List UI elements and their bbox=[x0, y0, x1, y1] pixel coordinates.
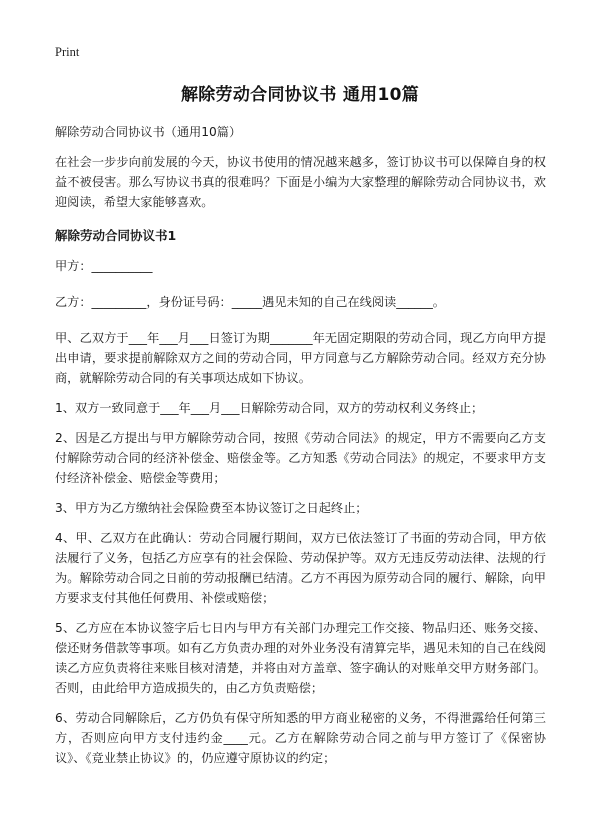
clause-1: 1、双方一致同意于___年___月___日解除劳动合同，双方的劳动权利义务终止； bbox=[55, 401, 484, 415]
intro-paragraph: 在社会一步步向前发展的今天，协议书使用的情况越来越多，签订协议书可以保障自身的权益不被侵害。那么写协议书真的很难吗？下面是小编为大家整理的解除劳动合同协议书，欢迎阅读，希望大家能够喜欢。 bbox=[55, 155, 546, 209]
clause-3: 3、甲方为乙方缴纳社会保险费至本协议签订之日起终止； bbox=[55, 501, 368, 515]
clause-4: 4、甲、乙双方在此确认：劳动合同履行期间，双方已依法签订了书面的劳动合同，甲方依法履行了义务，包括乙方应享有的社会保险、劳动保护等。双方无违反劳动法律、法规的行为。解除劳动合同之日前的劳动报酬已结清。乙方不再因为原劳动合同的履行、解除，向甲方要求支付其他任何费用、补偿或赔偿； bbox=[55, 531, 546, 605]
document-body bbox=[55, 122, 546, 778]
document-title: 解除劳动合同协议书 通用10篇 bbox=[180, 85, 420, 105]
agreement-paragraph: 甲、乙双方于___年___月___日签订为期_______年无固定期限的劳动合同，现乙方向甲方提出申请，要求提前解除双方之间的劳动合同，甲方同意与乙方解除劳动合同。经双方充分协商，就解除劳动合同的有关事项达成如下协议。 bbox=[55, 331, 546, 385]
party-b-line: 乙方：_________，身份证号码：_____遇见未知的自己在线阅读______。 bbox=[55, 295, 445, 309]
clause-5: 5、乙方应在本协议签字后七日内与甲方有关部门办理完工作交接、物品归还、账务交接、偿还财务借款等事项。如有乙方负责办理的对外业务没有清算完毕，遇见未知的自己在线阅读乙方应负责将往来账目核对清楚，并将由对方盖章、签字确认的对账单交甲方财务部门。否则，由此给甲方造成损失的，由乙方负责赔偿； bbox=[55, 621, 546, 695]
document-subtitle: 解除劳动合同协议书（通用10篇） bbox=[55, 125, 242, 139]
print-link[interactable]: Print bbox=[55, 45, 80, 59]
section-heading: 解除劳动合同协议书1 bbox=[55, 228, 177, 243]
clause-2: 2、因是乙方提出与甲方解除劳动合同，按照《劳动合同法》的规定，甲方不需要向乙方支付解除劳动合同的经济补偿金、赔偿金等。乙方知悉《劳动合同法》的规定，不要求甲方支付经济补偿金、赔偿金等费用； bbox=[55, 431, 546, 485]
party-a-line: 甲方：__________ bbox=[55, 259, 153, 273]
clause-6: 6、劳动合同解除后，乙方仍负有保守所知悉的甲方商业秘密的义务，不得泄露给任何第三方，否则应向甲方支付违约金____元。乙方在解除劳动合同之前与甲方签订了《保密协议》、《竞业禁止协议》的，仍应遵守原协议的约定； bbox=[55, 711, 546, 765]
